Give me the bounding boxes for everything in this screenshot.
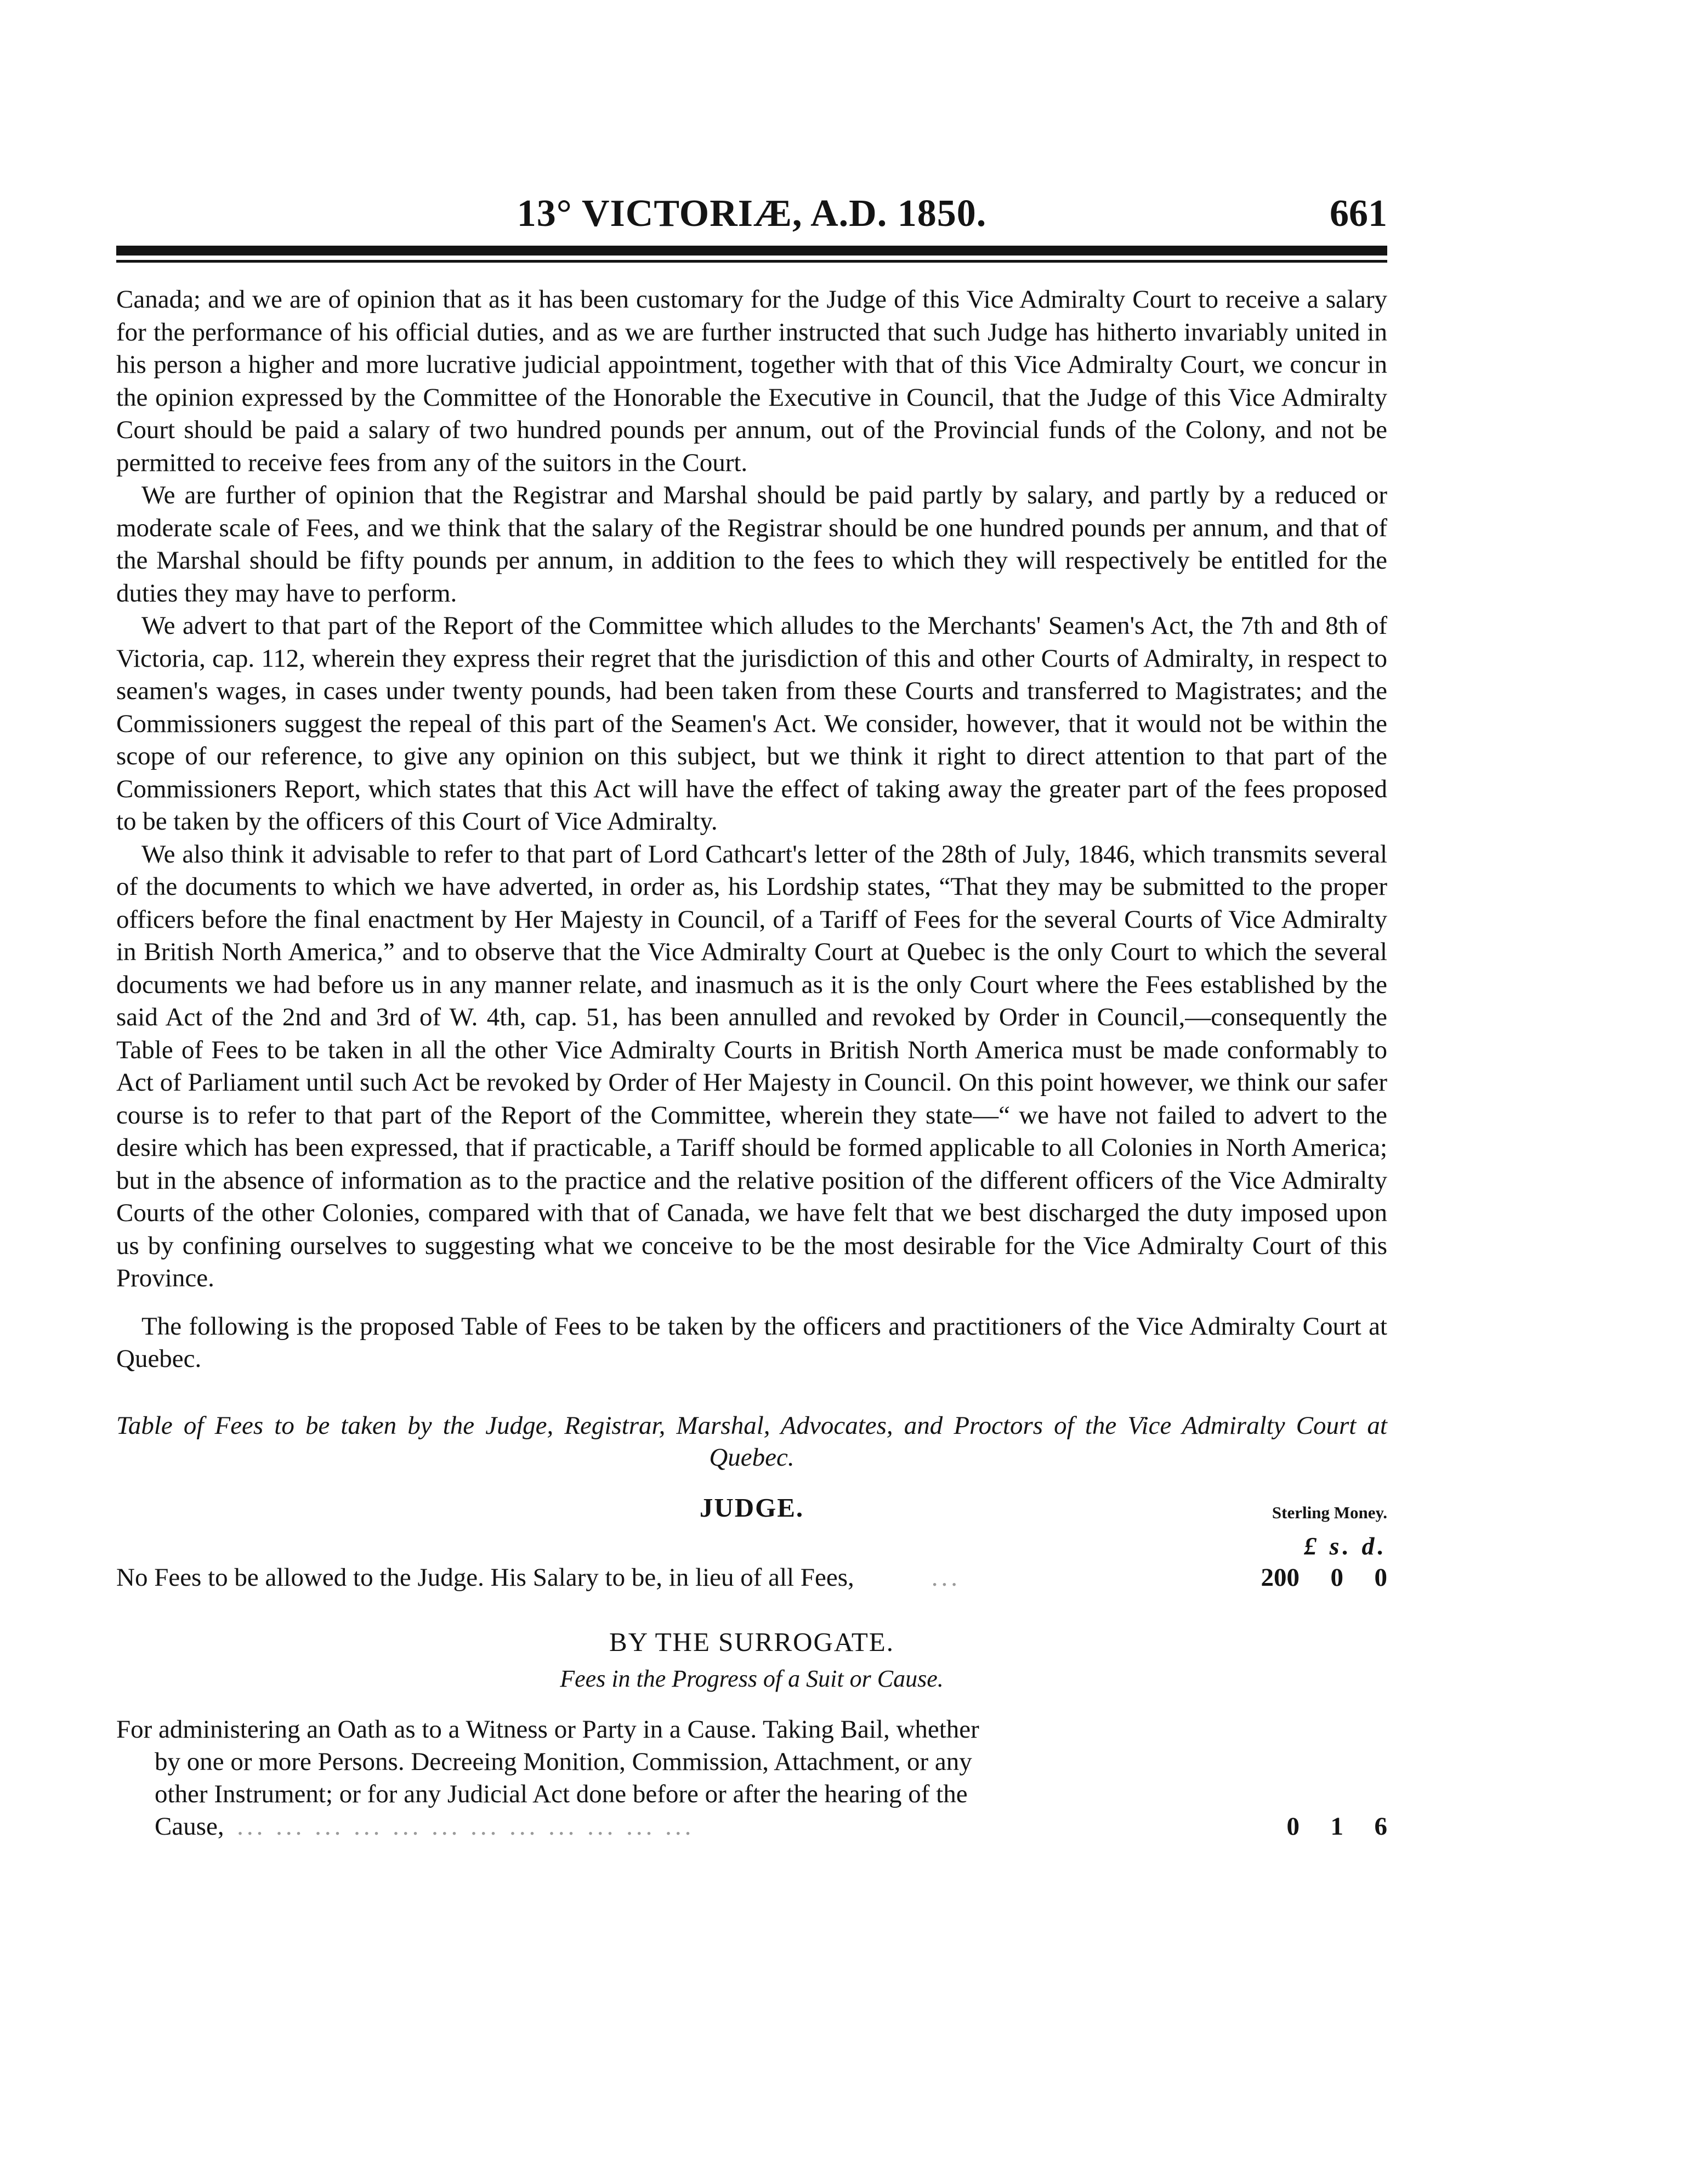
- judge-heading: JUDGE.: [699, 1492, 804, 1523]
- judge-fee-amount: [1250, 1561, 1387, 1594]
- currency-label: Sterling Money.: [1272, 1502, 1387, 1522]
- judge-fee-pounds: 200: [1261, 1563, 1300, 1592]
- fee-table-title: Table of Fees to be taken by the Judge, Registrar, Marshal, Advocates, and Proctors of the Vice Admiralty Court at Quebec.: [116, 1411, 1387, 1472]
- judge-fee-shillings: 0: [1330, 1563, 1343, 1592]
- fee-entry-last-line: [116, 1811, 1387, 1843]
- judge-fee-row: [116, 1561, 1387, 1594]
- running-title: 13° VICTORIÆ, A.D. 1850.: [517, 192, 987, 235]
- judge-section-header: [116, 1488, 1387, 1531]
- pounds-unit: £: [1304, 1531, 1320, 1560]
- surrogate-fee-entry: [116, 1713, 1387, 1843]
- body-paragraph: We advert to that part of the Report of the Committee which alludes to the Merchants' Seamen's Act, the 7th and 8th of Victoria, cap. 112, wherein they express their regret that the jurisdiction of this and other Courts of Admiralty, in respect to seamen's wages, in cases under twenty pounds, had been taken from these Courts and transferred to Magistrates; and the Commissioners suggest the repeal of this part of the Seamen's Act. We consider, however, that it would not be within the scope of our reference, to give any opinion on this subject, but we think it right to direct attention to that part of the Commissioners Report, which states that this Act will have the effect of taking away the greater part of the fees proposed to be taken by the officers of this Court of Vice Admiralty.: [116, 611, 1387, 836]
- body-paragraph: We are further of opinion that the Registrar and Marshal should be paid partly by salary, and partly by a reduced or moderate scale of Fees, and we think that the salary of the Registrar should be one hundred pounds per annum, and that of the Marshal should be fifty pounds per annum, in addition to the fees to which they will respectively be entitled for the duties they may have to perform.: [116, 481, 1387, 608]
- running-head: [116, 181, 1387, 242]
- pence-unit: d.: [1361, 1531, 1387, 1560]
- fee-entry-line: by one or more Persons. Decreeing Monition, Commission, Attachment, or any: [155, 1747, 972, 1776]
- judge-fee-text: No Fees to be allowed to the Judge. His Salary to be, in lieu of all Fees, ...: [116, 1563, 961, 1592]
- money-units: [1304, 1531, 1387, 1561]
- fee-entry-line: For administering an Oath as to a Witness or Party in a Cause. Taking Bail, whether: [116, 1715, 979, 1744]
- shillings-unit: s.: [1329, 1531, 1352, 1560]
- fee-entry-line: other Instrument; or for any Judicial Act done before or after the hearing of the: [155, 1779, 968, 1808]
- money-units-row: [116, 1531, 1387, 1561]
- surrogate-fee-pence: 6: [1374, 1812, 1387, 1841]
- judge-fee-pence: 0: [1374, 1563, 1387, 1592]
- surrogate-fee-shillings: 1: [1330, 1812, 1343, 1841]
- leader-dots: ... ... ... ... ... ... ... ... ... ... ... ...: [237, 1812, 695, 1841]
- surrogate-fee-amount: [1250, 1811, 1387, 1843]
- surrogate-heading: BY THE SURROGATE.: [609, 1626, 894, 1657]
- body-paragraph: The following is the proposed Table of Fees to be taken by the officers and practitioners of the Vice Admiralty Court at Quebec.: [116, 1312, 1387, 1373]
- header-rule-thin: [116, 260, 1387, 263]
- surrogate-subheading: Fees in the Progress of a Suit or Cause.: [560, 1665, 944, 1692]
- body-paragraph: Canada; and we are of opinion that as it has been customary for the Judge of this Vice Admiralty Court to receive a salary for the performance of his official duties, and as we are further instructed that such Judge has hitherto invariably united in his person a higher and more lucrative judicial appointment, together with that of this Vice Admiralty Court, we concur in the opinion expressed by the Committee of the Honorable the Executive in Council, that the Judge of this Vice Admiralty Court should be paid a salary of two hundred pounds per annum, out of the Provincial funds of the Colony, and not be permitted to receive fees from any of the suitors in the Court.: [116, 285, 1387, 477]
- page-number: 661: [1330, 192, 1387, 235]
- body-paragraph: We also think it advisable to refer to that part of Lord Cathcart's letter of the 28th of July, 1846, which transmits several of the documents to which we have adverted, in order as, his Lordship states, “That they may be submitted to the proper officers before the final enactment by Her Majesty in Council, of a Tariff of Fees for the several Courts of Vice Admiralty in British North America,” and to observe that the Vice Admiralty Court at Quebec is the only Court to which the several documents we had before us in any manner relate, and inasmuch as it is the only Court where the Fees established by the said Act of the 2nd and 3rd of W. 4th, cap. 51, has been annulled and revoked by Order in Council,—consequently the Table of Fees to be taken in all the other Vice Admiralty Courts in British North America must be made conformably to Act of Parliament until such Act be revoked by Order of Her Majesty in Council. On this point however, we think our safer course is to refer to that part of the Report of the Committee, wherein they state—“ we have not failed to advert to the desire which has been expressed, that if practicable, a Tariff should be formed applicable to all Colonies in North America; but in the absence of information as to the practice and the relative position of the different officers of the Vice Admiralty Courts of the other Colonies, compared with that of Canada, we have felt that we best discharged the duty imposed upon us by confining ourselves to suggesting what we conceive to be the most desirable for the Vice Admiralty Court of this Province.: [116, 839, 1387, 1292]
- document-page: [116, 181, 1387, 1843]
- header-rule-thick: [116, 246, 1387, 256]
- surrogate-fee-pounds: 0: [1286, 1812, 1300, 1841]
- fee-entry-line: Cause,: [155, 1812, 224, 1841]
- leader-dots: ...: [931, 1563, 961, 1592]
